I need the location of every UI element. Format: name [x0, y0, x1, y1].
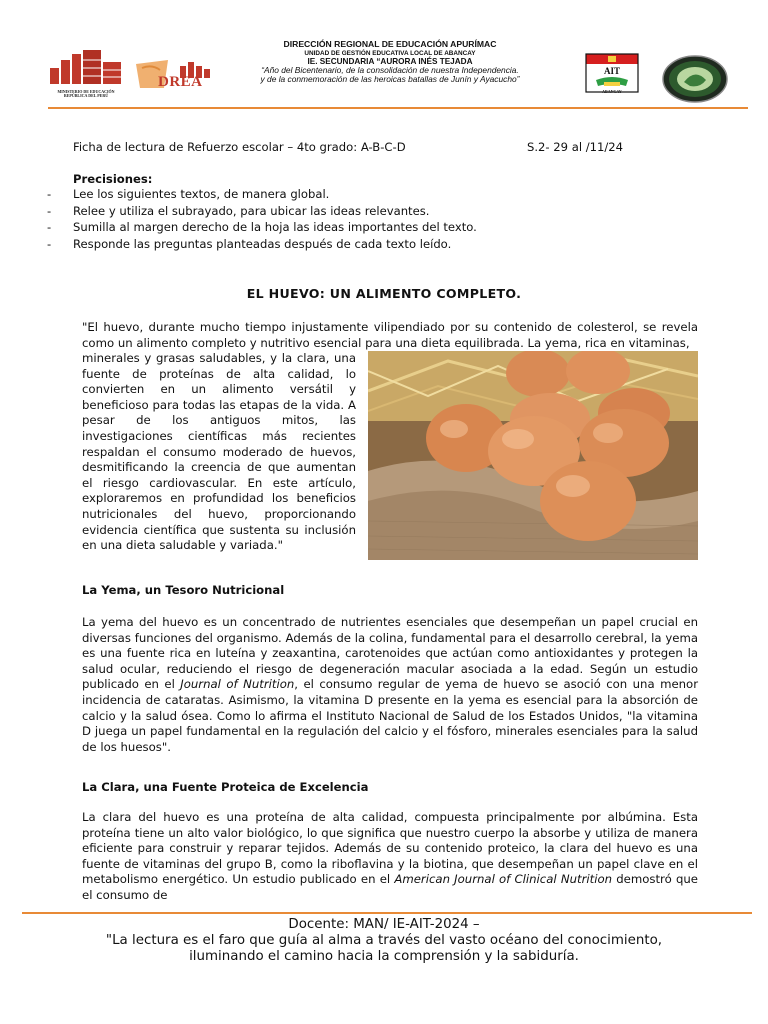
header-divider: [48, 107, 748, 109]
footer-quote-line-2: iluminando el camino hacia la comprensión y la sabiduría.: [189, 949, 579, 964]
ugel-seal-logo: [662, 54, 728, 104]
footer-quote-line-1: "La lectura es el faro que guía al alma a través del vasto océano del conocimiento,: [105, 933, 663, 948]
yema-paragraph: [82, 615, 698, 755]
header-dre: DIRECCIÓN REGIONAL DE EDUCACIÓN APURÍMAC: [283, 39, 497, 49]
minedu-bars-icon: [48, 46, 124, 86]
ait-caption: ABANCAY: [602, 89, 622, 94]
ait-text: AIT: [603, 66, 620, 76]
intro-paragraph-lead: "El huevo, durante mucho tiempo injustamente vilipendiado por su contenido de colesterol, se revela como un alimento completo y nutritivo esencial para una dieta equilibrada. La yema, rica en vitaminas,: [82, 320, 698, 350]
footer-divider: [22, 912, 752, 914]
footer-quote: [0, 933, 768, 965]
eggs-photo: [368, 351, 698, 560]
ait-logo: [584, 52, 640, 96]
ficha-date: S.2- 29 al /11/24: [527, 140, 624, 154]
yema-journal: Journal of Nutrition: [180, 677, 295, 692]
minedu-logo: [48, 46, 124, 99]
drea-logo: [134, 58, 214, 92]
header-year-motto-2: y de la conmemoración de las heroicas batallas de Junín y Ayacucho”: [260, 74, 520, 85]
precisiones-heading: Precisiones:: [73, 172, 153, 186]
header-ugel: UNIDAD DE GESTIÓN EDUCATIVA LOCAL DE ABANCAY: [304, 49, 476, 57]
intro-paragraph-wrap: minerales y grasas saludables, y la clara, una fuente de proteínas de alta calidad, lo convierten en un alimento versátil y beneficioso para todas las etapas de la vida. A pesar de los antiguos mitos, las investigaciones científicas más recientes respaldan el consumo moderado de huevos, desmitificando la creencia de que aumentan el riesgo cardiovascular. En este artículo, exploraremos en profundidad los beneficios nutricionales del huevo, proporcionando evidencia científica que sustenta su inclusión en una dieta saludable y variada.": [82, 351, 356, 553]
drea-text: DREA: [158, 74, 203, 90]
eggs-image-icon: [368, 351, 698, 560]
precisiones-list: [47, 186, 477, 252]
yema-heading: La Yema, un Tesoro Nutricional: [82, 583, 285, 597]
clara-paragraph: [82, 810, 698, 904]
seal-icon: [662, 54, 728, 104]
minedu-caption: MINISTERIO DE EDUCACIÓN REPÚBLICA DEL PERÚ: [57, 89, 115, 99]
clara-heading: La Clara, una Fuente Proteica de Excelencia: [82, 780, 369, 794]
list-item: - Relee y utiliza el subrayado, para ubicar las ideas relevantes.: [47, 203, 477, 220]
yema-text-a: La yema del huevo es un concentrado de nutrientes esenciales que desempeñan un papel crucial en diversas funciones del organismo. Además de la colina, fundamental para el desarrollo cerebral, la yema es una fuente rica en luteína y zeaxantina, carotenoides que actúan como antioxidantes y protegen la salud ocular, reduciendo el riesgo de degeneración macular asociada a la edad. Según un estudio publicado en el: [82, 615, 698, 692]
header-year-motto-1: “Año del Bicentenario, de la consolidación de nuestra Independencia.: [261, 64, 519, 75]
article-title: EL HUEVO: UN ALIMENTO COMPLETO.: [246, 286, 522, 301]
list-item: - Sumilla al margen derecho de la hoja las ideas importantes del texto.: [47, 219, 477, 236]
clara-journal: American Journal of Clinical Nutrition: [394, 872, 613, 887]
clara-text-a: La clara del huevo es una proteína de alta calidad, compuesta principalmente por albúmina. Esta proteína tiene un alto valor biológico, lo que significa que nuestro cuerpo la absorbe y utiliza de manera eficiente para construir y reparar tejidos. Además de su contenido proteico, la clara del huevo es una fuente de vitaminas del grupo B, como la riboflavina y la biotina, que desempeñan un papel clave en el metabolismo energético. Un estudio publicado en el: [82, 810, 698, 887]
header-text: [230, 40, 550, 85]
footer-docente: Docente: MAN/ IE-AIT-2024 –: [288, 917, 480, 932]
list-item: - Responde las preguntas planteadas después de cada texto leído.: [47, 236, 477, 253]
yema-text-b: , el consumo regular de yema de huevo se asoció con una menor incidencia de cataratas. Asimismo, la vitamina D presente en la yema es esencial para la absorción de calcio y la salud ósea. Como lo afirma el Instituto Nacional de Salud de los Estados Unidos, "la vitamina D juega un papel fundamental en la regulación del calcio y el fósforo, minerales esenciales para la salud de los huesos".: [82, 677, 699, 754]
header-school: IE. SECUNDARIA “AURORA INÉS TEJADA: [307, 56, 473, 66]
ficha-title: Ficha de lectura de Refuerzo escolar – 4to grado: A-B-C-D: [73, 140, 406, 154]
clara-text-b: demostró que el consumo de: [82, 872, 698, 902]
list-item: - Lee los siguientes textos, de manera global.: [47, 186, 477, 203]
